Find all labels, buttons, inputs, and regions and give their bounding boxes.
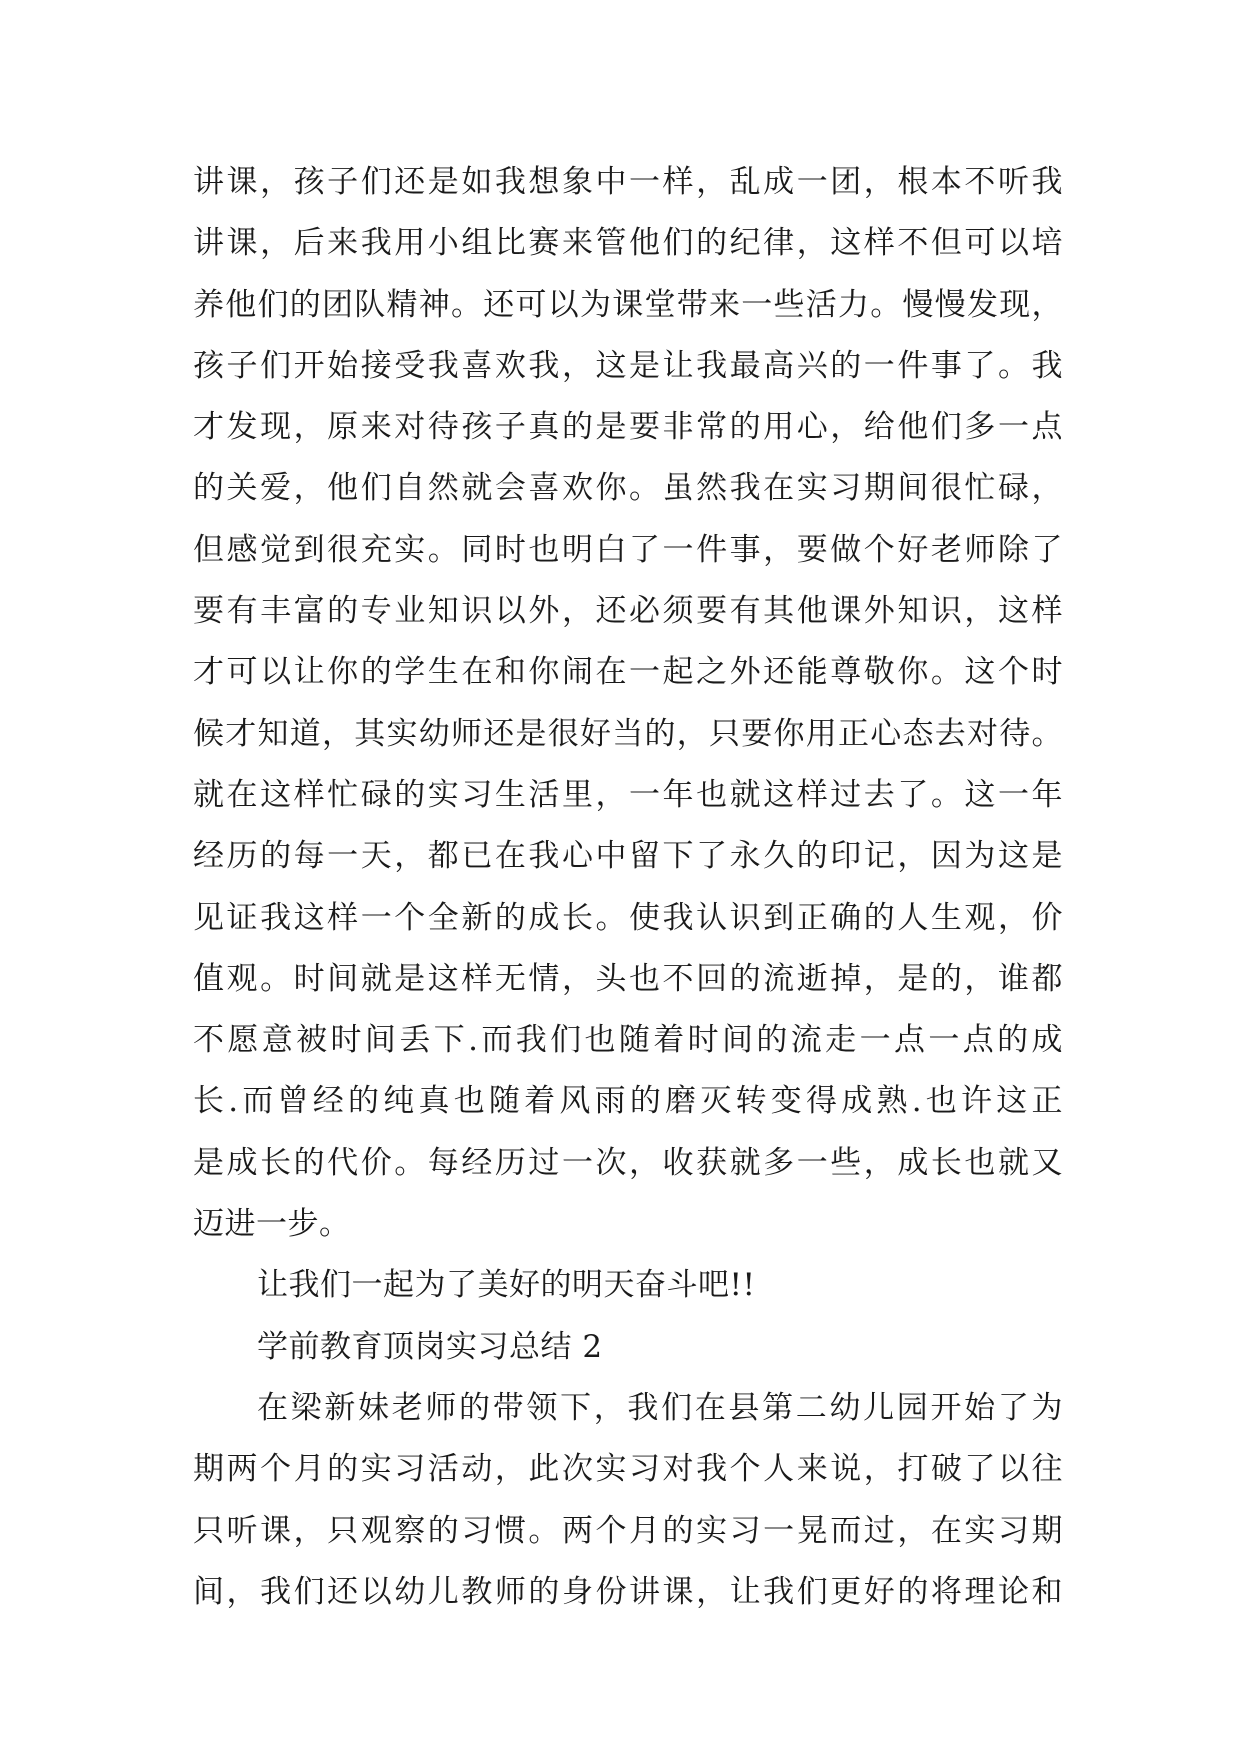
text-line: 长.而曾经的纯真也随着风雨的磨灭转变得成熟.也许这正 [193,1083,1063,1120]
text-line: 间，我们还以幼儿教师的身份讲课，让我们更好的将理论和 [193,1573,1063,1610]
body-text [193,152,1063,1623]
text-line: 但感觉到很充实。同时也明白了一件事，要做个好老师除了 [193,531,1063,568]
text-line: 见证我这样一个全新的成长。使我认识到正确的人生观，价 [193,899,1063,936]
text-line: 才发现，原来对待孩子真的是要非常的用心，给他们多一点 [193,409,1063,446]
text-line: 才可以让你的学生在和你闹在一起之外还能尊敬你。这个时 [193,654,1063,691]
text-line: 在梁新妹老师的带领下，我们在县第二幼儿园开始了为 [257,1389,1063,1426]
text-line: 讲课，后来我用小组比赛来管他们的纪律，这样不但可以培 [193,225,1063,262]
text-line: 养他们的团队精神。还可以为课堂带来一些活力。慢慢发现， [193,286,1063,323]
closing-line: 让我们一起为了美好的明天奋斗吧!! [257,1267,756,1304]
text-line: 就在这样忙碌的实习生活里，一年也就这样过去了。这一年 [193,776,1063,813]
text-line: 值观。时间就是这样无情，头也不回的流逝掉，是的，谁都 [193,960,1063,997]
text-line: 讲课，孩子们还是如我想象中一样，乱成一团，根本不听我 [193,164,1063,200]
text-line: 是成长的代价。每经历过一次，收获就多一些，成长也就又 [193,1144,1063,1181]
text-line: 不愿意被时间丢下.而我们也随着时间的流走一点一点的成 [193,1022,1063,1059]
text-line: 孩子们开始接受我喜欢我，这是让我最高兴的一件事了。我 [193,347,1063,384]
text-line: 候才知道，其实幼师还是很好当的，只要你用正心态去对待。 [193,715,1063,752]
text-line: 迈进一步。 [193,1206,351,1243]
text-line: 经历的每一天，都已在我心中留下了永久的印记，因为这是 [193,838,1063,875]
text-line: 只听课，只观察的习惯。两个月的实习一晃而过，在实习期 [193,1512,1063,1549]
text-line: 期两个月的实习活动，此次实习对我个人来说，打破了以往 [193,1451,1063,1488]
section-heading: 学前教育顶岗实习总结 2 [257,1328,603,1365]
text-line: 要有丰富的专业知识以外，还必须要有其他课外知识，这样 [193,593,1063,630]
text-line: 的关爱，他们自然就会喜欢你。虽然我在实习期间很忙碌， [193,470,1063,507]
